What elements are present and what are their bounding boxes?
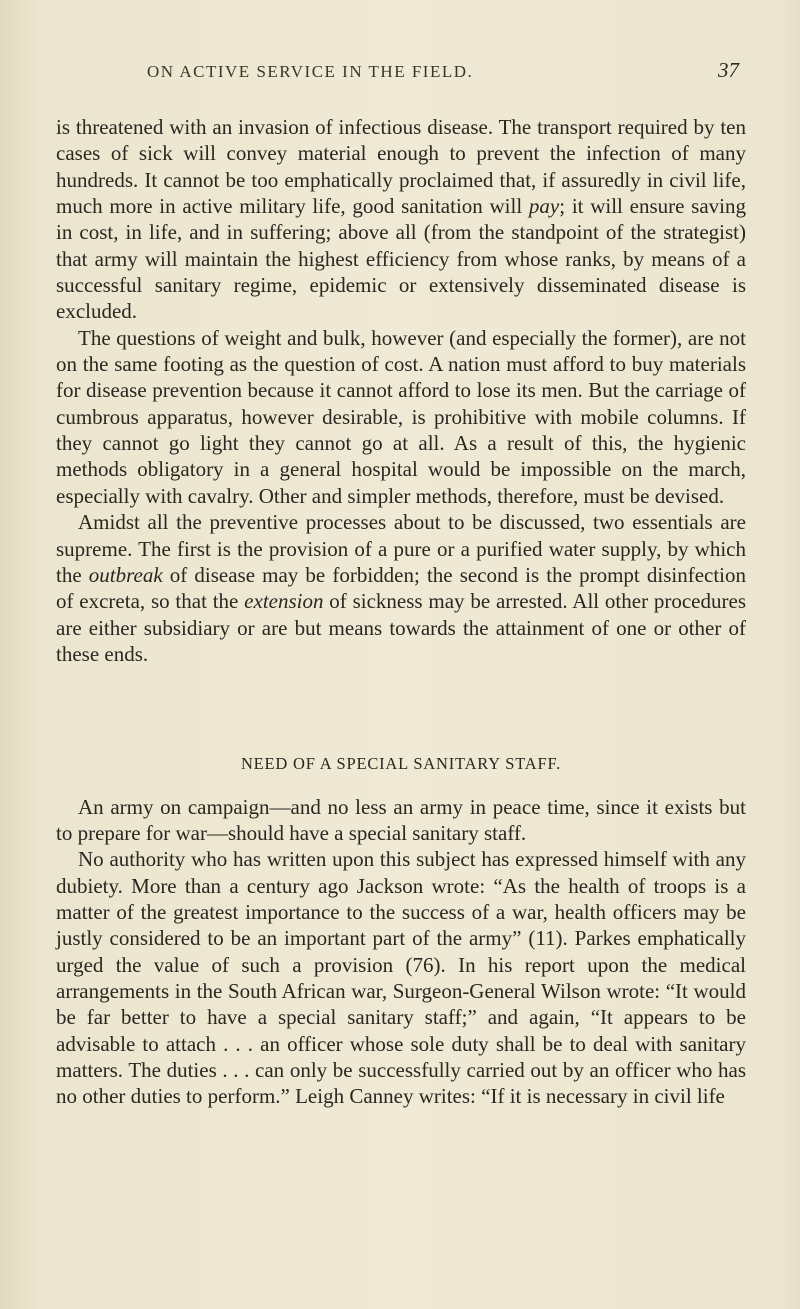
italic-text: extension bbox=[244, 589, 324, 614]
page-number: 37 bbox=[718, 58, 739, 82]
text-run: ; it will ensure saving in cost, in life, and in suffering; above all (from the standpoint of the strategist) that army will maintain the highest efficiency from whose ranks, by means of a successful sanitary regime, epidemic or extensively disseminated disease is excluded. bbox=[56, 194, 746, 324]
section-heading bbox=[56, 751, 746, 777]
italic-text: outbreak bbox=[88, 562, 163, 587]
paragraph bbox=[56, 509, 746, 667]
text-run: Amidst all the preventive processes about to be discussed, two essentials are supreme. The first is the provision of a pure or a purified water supply, by which the bbox=[56, 510, 746, 587]
paragraph bbox=[56, 846, 746, 1109]
text-run: NEED OF A SPECIAL SANITARY STAFF. bbox=[240, 754, 562, 774]
text-run: The questions of weight and bulk, however (and especially the former), are not on the same footing as the question of cost. A nation must afford to buy materials for disease prevention because it cannot afford to lose its men. But the carriage of cumbrous apparatus, however desirable, is prohibitive with mobile columns. If they cannot go light they cannot go at all. As a result of this, the hygienic methods obligatory in a general hospital would be impossible on the march, especially with cavalry. Other and simpler methods, therefore, must be devised. bbox=[56, 325, 746, 508]
paragraph bbox=[56, 794, 746, 847]
body-text bbox=[56, 114, 746, 1110]
text-run: An army on campaign—and no less an army in peace time, since it exists but to prepare for war—should have a special sanitary staff. bbox=[56, 794, 746, 845]
text-run: No authority who has written upon this subject has expressed himself with any dubiety. More than a century ago Jackson wrote: “As the health of troops is a matter of the greatest importance to the success of a war, health officers may be justly considered to be an important part of the army” (11). Parkes emphatically urged the value of such a provision (76). In his report upon the medical arrangements in the South African war, Surgeon-General Wilson wrote: “It would be far better to have a special sanitary staff;” and again, “It appears to be advisable to attach . . . an officer whose sole duty shall be to deal with sanitary matters. The duties . . . can only be successfully carried out by an officer who has no other duties to perform.” Leigh Canney writes: “If it is necessary in civil life bbox=[56, 847, 746, 1109]
page-header bbox=[0, 58, 800, 92]
running-head: ON ACTIVE SERVICE IN THE FIELD. bbox=[147, 62, 474, 81]
text-run: of sickness may be arrested. All other procedures are either subsidiary or are but means towards the attainment of one or other of these ends. bbox=[56, 589, 746, 666]
paragraph bbox=[56, 114, 746, 325]
text-run: of disease may be forbidden; the second is the prompt disinfection of excreta, so that the bbox=[56, 562, 746, 614]
paragraph bbox=[56, 325, 746, 509]
text-run: is threatened with an invasion of infectious disease. The transport required by ten cases of sick will convey material enough to prevent the infection of many hundreds. It cannot be too emphatically proclaimed that, if assuredly in civil life, much more in active military life, good sanitation will bbox=[56, 115, 746, 219]
italic-text: pay bbox=[528, 194, 560, 219]
